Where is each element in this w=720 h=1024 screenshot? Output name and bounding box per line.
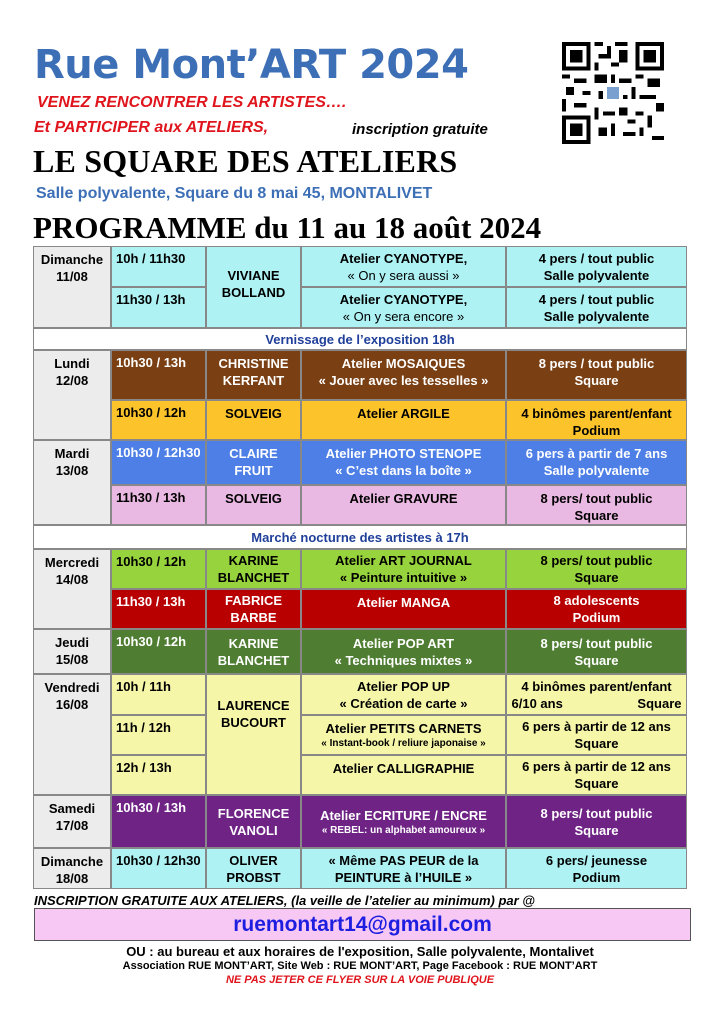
artist-name: SOLVEIG xyxy=(225,406,282,421)
time-text: 10h30 / 12h xyxy=(116,554,187,569)
activity-cell xyxy=(301,440,506,485)
artist-name: KARINE xyxy=(228,553,279,568)
activity-title: Atelier CYANOTYPE, xyxy=(339,250,468,266)
activity-subtitle: « C’est dans la boîte » xyxy=(335,463,472,478)
activity-subtitle: « Création de carte » xyxy=(339,695,468,711)
activity-cell xyxy=(301,674,506,715)
day-cell xyxy=(33,795,111,848)
info-place: Podium xyxy=(572,869,621,885)
time-cell xyxy=(111,246,206,287)
day-cell xyxy=(33,350,111,440)
info-place: Salle polyvalente xyxy=(543,463,650,478)
artist-cell xyxy=(206,246,301,328)
day-name: Jeudi xyxy=(55,635,89,650)
time-cell xyxy=(111,848,206,889)
artist-name: VIVIANE xyxy=(227,268,280,283)
time-text: 11h30 / 13h xyxy=(116,594,186,609)
time-cell xyxy=(111,629,206,674)
square-heading: LE SQUARE DES ATELIERS xyxy=(33,143,458,179)
activity-subtitle: « REBEL: un alphabet amoureux » xyxy=(321,824,486,836)
artist-name: KERFANT xyxy=(222,373,285,388)
info-place: Square xyxy=(574,776,619,791)
info-place: Square xyxy=(574,373,619,388)
day-name: Mardi xyxy=(54,446,90,461)
info-text: 4 pers / tout public xyxy=(538,291,655,307)
artist-cell xyxy=(206,795,301,848)
info-place: Square xyxy=(574,652,619,668)
artist-name: FABRICE xyxy=(224,593,283,608)
activity-cell xyxy=(301,755,506,795)
activity-cell xyxy=(301,400,506,440)
info-cell xyxy=(506,485,687,525)
info-cell xyxy=(506,715,687,755)
activity-title: Atelier POP UP xyxy=(357,678,450,694)
activity-cell xyxy=(301,848,506,889)
artist-name: BUCOURT xyxy=(221,715,286,730)
activity-cell xyxy=(301,350,506,400)
footer-ou: OU : au bureau et aux horaires de l'exposition, Salle polyvalente, Montalivet xyxy=(126,944,594,959)
info-text: 8 pers/ tout public xyxy=(540,635,653,651)
time-text: 10h30 / 12h30 xyxy=(116,445,201,460)
programme-heading: PROGRAMME du 11 au 18 août 2024 xyxy=(33,210,542,245)
artist-cell xyxy=(206,350,301,400)
time-cell xyxy=(111,755,206,795)
info-text: 6 pers à partir de 12 ans xyxy=(522,759,671,774)
artist-cell xyxy=(206,629,301,674)
time-text: 11h30 / 13h xyxy=(116,490,186,505)
activity-title: « Même PAS PEUR de la xyxy=(328,852,479,868)
time-cell xyxy=(111,674,206,715)
time-cell xyxy=(111,485,206,525)
artist-name: SOLVEIG xyxy=(225,491,282,506)
activity-cell xyxy=(301,629,506,674)
day-date: 14/08 xyxy=(55,572,89,587)
time-text: 10h / 11h30 xyxy=(116,251,186,266)
artist-cell xyxy=(206,485,301,525)
day-name: Dimanche xyxy=(40,252,104,267)
time-cell xyxy=(111,715,206,755)
day-name: Samedi xyxy=(48,801,96,816)
day-cell xyxy=(33,549,111,629)
time-text: 11h / 12h xyxy=(116,720,171,735)
day-cell xyxy=(33,246,111,328)
artist-cell xyxy=(206,440,301,485)
time-text: 10h30 / 12h xyxy=(116,634,187,649)
info-cell xyxy=(506,795,687,848)
info-text: 6 pers à partir de 7 ans xyxy=(525,446,668,461)
activity-title: Atelier ECRITURE / ENCRE xyxy=(320,807,487,823)
artist-name: OLIVER xyxy=(229,852,278,868)
info-place: Salle polyvalente xyxy=(543,267,650,283)
activity-title: Atelier GRAVURE xyxy=(349,491,458,506)
day-date: 17/08 xyxy=(55,818,89,833)
day-date: 16/08 xyxy=(55,697,89,712)
poster-title: Rue Mont’ART 2024 xyxy=(34,42,469,88)
info-text: 8 adolescents xyxy=(553,593,640,608)
artist-cell xyxy=(206,589,301,629)
info-place: Square xyxy=(574,736,619,751)
activity-subtitle: « Techniques mixtes » xyxy=(334,652,473,668)
activity-cell xyxy=(301,589,506,629)
info-cell xyxy=(506,848,687,889)
activity-subtitle: « Peinture intuitive » xyxy=(339,570,468,585)
info-cell xyxy=(506,440,687,485)
activity-title: Atelier ARGILE xyxy=(357,406,450,421)
artist-cell xyxy=(206,549,301,589)
qr-code-icon[interactable] xyxy=(562,42,664,144)
artist-name: FRUIT xyxy=(234,463,273,478)
info-age: 6/10 ans xyxy=(511,695,563,711)
artist-name: CHRISTINE xyxy=(218,356,289,371)
activity-title: Atelier MANGA xyxy=(356,595,451,610)
activity-cell xyxy=(301,287,506,328)
tagline-free: inscription gratuite xyxy=(352,121,488,138)
time-cell xyxy=(111,350,206,400)
artist-name: BOLLAND xyxy=(221,285,286,300)
time-text: 12h / 13h xyxy=(116,760,172,775)
info-text: 8 pers / tout public xyxy=(538,356,655,371)
info-place: Podium xyxy=(572,423,621,438)
time-cell xyxy=(111,795,206,848)
activity-cell xyxy=(301,485,506,525)
day-date: 15/08 xyxy=(55,652,89,667)
activity-subtitle: « Instant-book / reliure japonaise » xyxy=(321,738,486,749)
artist-name: BLANCHET xyxy=(217,652,290,668)
footer-association: Association RUE MONT’ART, Site Web : RUE MONT’ART, Page Facebook : RUE MONT’ART xyxy=(122,960,598,972)
artist-name: BLANCHET xyxy=(217,570,290,585)
activity-cell xyxy=(301,246,506,287)
info-place: Square xyxy=(574,822,619,838)
footer-warning: NE PAS JETER CE FLYER SUR LA VOIE PUBLIQUE xyxy=(225,974,495,986)
venue-address: Salle polyvalente, Square du 8 mai 45, MONTALIVET xyxy=(36,185,433,202)
activity-cell xyxy=(301,795,506,848)
vernissage-banner: Vernissage de l’exposition 18h xyxy=(33,328,687,350)
time-text: 10h30 / 13h xyxy=(116,800,187,815)
artist-name: CLAIRE xyxy=(229,446,278,461)
inscription-note: INSCRIPTION GRATUITE AUX ATELIERS, (la veille de l’atelier au minimum) par @ xyxy=(34,893,535,908)
time-cell xyxy=(111,440,206,485)
artist-cell xyxy=(206,848,301,889)
artist-name: LAURENCE xyxy=(217,698,290,713)
info-cell xyxy=(506,246,687,287)
info-place: Square xyxy=(637,695,682,711)
info-cell xyxy=(506,589,687,629)
info-cell xyxy=(506,674,687,715)
info-cell xyxy=(506,287,687,328)
info-line xyxy=(512,695,682,712)
day-name: Lundi xyxy=(54,356,90,371)
info-place: Square xyxy=(574,508,619,523)
tagline-1: VENEZ RENCONTRER LES ARTISTES…. xyxy=(37,94,347,111)
info-text: 8 pers/ tout public xyxy=(540,805,653,821)
time-text: 10h30 / 13h xyxy=(116,355,187,370)
activity-title: Atelier POP ART xyxy=(352,635,455,651)
day-name: Mercredi xyxy=(44,555,100,570)
info-text: 6 pers à partir de 12 ans xyxy=(522,719,671,734)
day-cell xyxy=(33,629,111,674)
day-cell xyxy=(33,440,111,525)
artist-name: PROBST xyxy=(226,869,281,885)
time-cell xyxy=(111,400,206,440)
artist-cell xyxy=(206,674,301,795)
marche-banner: Marché nocturne des artistes à 17h xyxy=(33,525,687,549)
info-cell xyxy=(506,629,687,674)
time-text: 11h30 / 13h xyxy=(116,292,186,307)
activity-title: Atelier ART JOURNAL xyxy=(335,553,472,568)
artist-cell xyxy=(206,400,301,440)
activity-subtitle: « On y sera aussi » xyxy=(347,267,460,283)
day-cell xyxy=(33,848,111,889)
activity-subtitle: PEINTURE à l’HUILE » xyxy=(334,869,473,885)
artist-name: FLORENCE xyxy=(217,805,290,821)
activity-title: Atelier PETITS CARNETS xyxy=(325,721,482,736)
artist-name: BARBE xyxy=(230,610,277,625)
day-date: 18/08 xyxy=(55,871,89,886)
time-cell xyxy=(111,549,206,589)
info-text: 4 pers / tout public xyxy=(538,250,655,266)
info-cell xyxy=(506,350,687,400)
info-cell xyxy=(506,400,687,440)
activity-cell xyxy=(301,549,506,589)
day-cell xyxy=(33,674,111,795)
email-text[interactable]: ruemontart14@gmail.com xyxy=(233,912,492,936)
info-text: 4 binômes parent/enfant xyxy=(521,678,672,694)
info-text: 8 pers/ tout public xyxy=(540,553,653,568)
activity-subtitle: « Jouer avec les tesselles » xyxy=(318,373,489,388)
day-date: 13/08 xyxy=(55,463,89,478)
activity-subtitle: « On y sera encore » xyxy=(342,308,465,324)
tagline-2: Et PARTICIPER aux ATELIERS, xyxy=(34,119,269,136)
info-cell xyxy=(506,755,687,795)
info-text: 4 binômes parent/enfant xyxy=(521,406,672,421)
time-text: 10h30 / 12h30 xyxy=(116,853,201,868)
day-date: 12/08 xyxy=(55,373,89,388)
email-link[interactable] xyxy=(34,908,691,941)
activity-title: Atelier CALLIGRAPHIE xyxy=(332,761,475,776)
activity-title: Atelier CYANOTYPE, xyxy=(339,291,468,307)
info-place: Podium xyxy=(572,610,621,625)
day-date: 11/08 xyxy=(56,269,88,284)
activity-title: Atelier MOSAIQUES xyxy=(341,356,466,371)
info-place: Salle polyvalente xyxy=(543,308,650,324)
day-name: Vendredi xyxy=(44,680,100,695)
time-cell xyxy=(111,589,206,629)
info-text: 6 pers/ jeunesse xyxy=(545,852,648,868)
activity-title: Atelier PHOTO STENOPE xyxy=(325,446,482,461)
time-text: 10h / 11h xyxy=(116,679,171,694)
info-cell xyxy=(506,549,687,589)
artist-name: VANOLI xyxy=(229,822,278,838)
artist-name: KARINE xyxy=(228,635,279,651)
info-place: Square xyxy=(574,570,619,585)
day-name: Dimanche xyxy=(40,854,104,869)
info-text: 8 pers/ tout public xyxy=(540,491,653,506)
activity-cell xyxy=(301,715,506,755)
time-text: 10h30 / 12h xyxy=(116,405,187,420)
time-cell xyxy=(111,287,206,328)
